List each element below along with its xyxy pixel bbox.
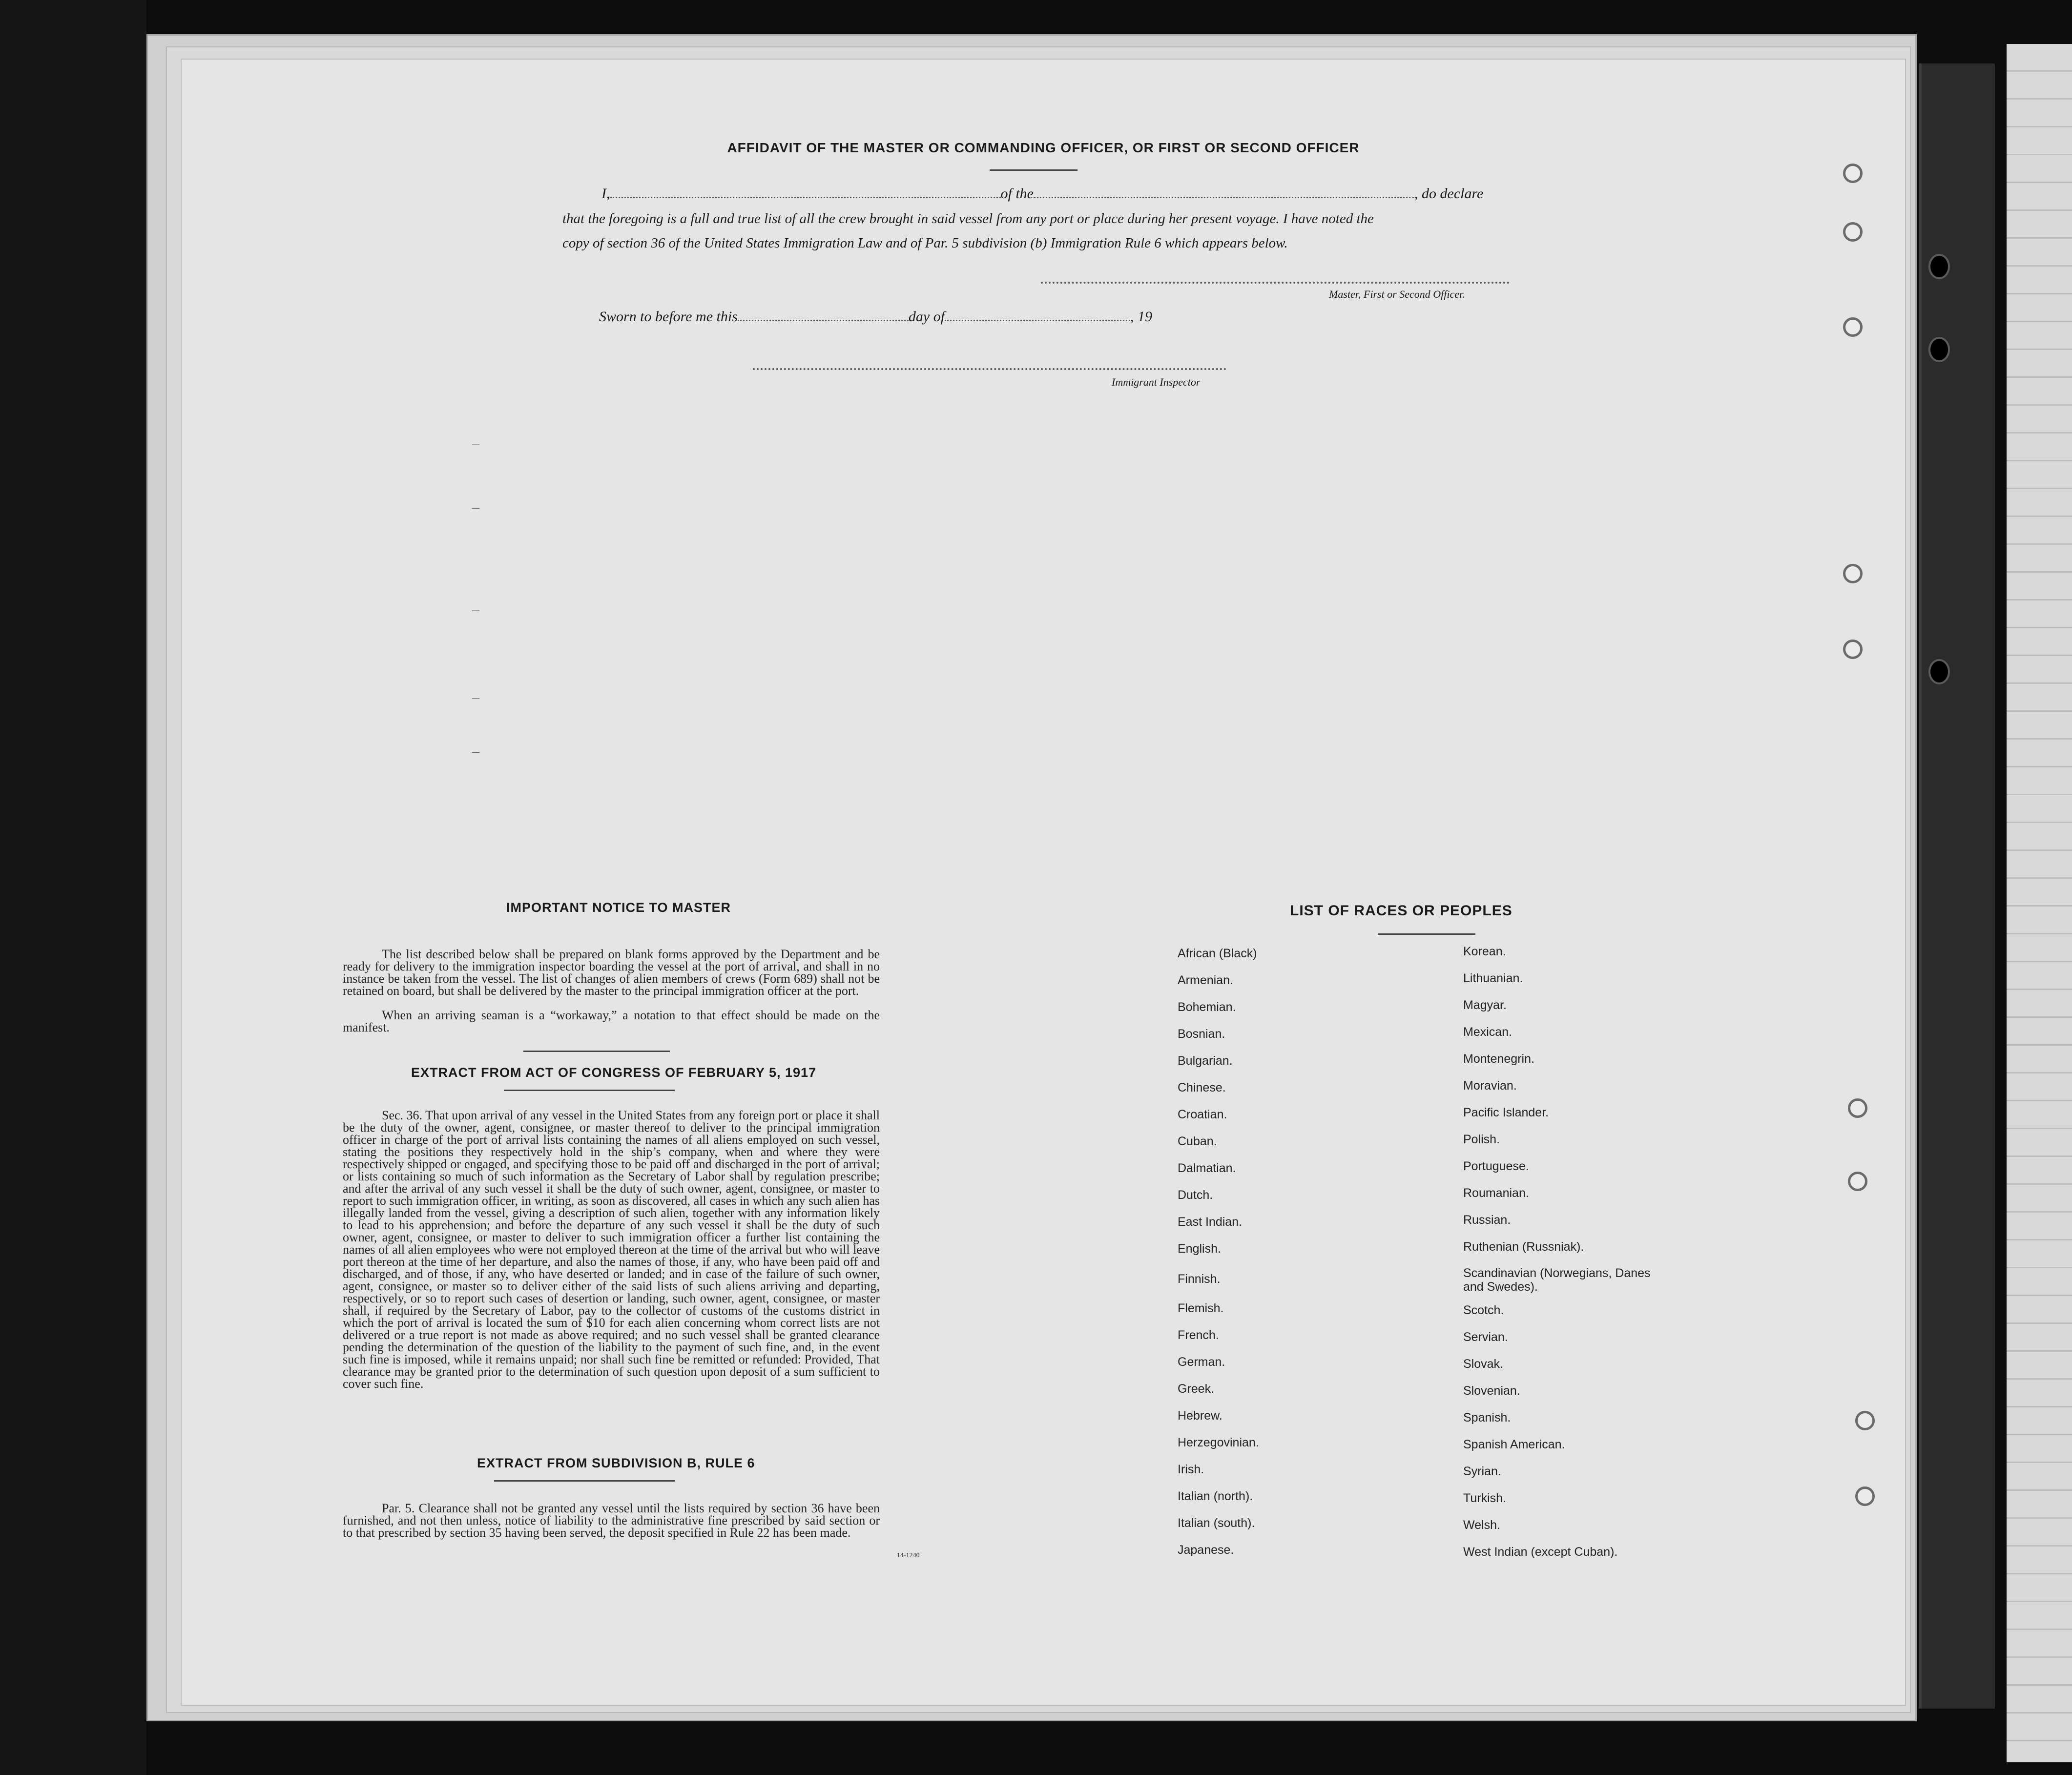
sworn-line <box>599 309 1152 325</box>
races-left-column <box>1178 946 1259 1569</box>
race-item: Bohemian. <box>1178 1000 1236 1014</box>
race-item: Polish. <box>1463 1133 1500 1146</box>
race-item: Greek. <box>1178 1382 1215 1396</box>
race-item: Cuban. <box>1178 1135 1217 1148</box>
dash-mark: – <box>472 743 479 759</box>
form-sheet <box>181 59 1906 1706</box>
race-item: Servian. <box>1463 1330 1508 1344</box>
sworn-month-field[interactable] <box>945 320 1130 321</box>
binder-hole <box>1928 254 1950 279</box>
race-item: Chinese. <box>1178 1081 1226 1094</box>
race-item: African (Black) <box>1178 947 1257 960</box>
vessel-field[interactable] <box>1034 197 1414 198</box>
race-item: Roumanian. <box>1463 1186 1529 1200</box>
affidavit-title: AFFIDAVIT OF THE MASTER OR COMMANDING OFFICER, OR FIRST OR SECOND OFFICER <box>727 140 1360 155</box>
race-item: Italian (south). <box>1178 1516 1255 1530</box>
race-item: Bosnian. <box>1178 1027 1225 1041</box>
dash-mark: – <box>472 601 479 618</box>
affidavit-declare: , do declare <box>1414 186 1484 202</box>
race-item: Magyar. <box>1463 998 1507 1012</box>
inspector-signature-line[interactable] <box>753 368 1226 370</box>
affidavit-of-the: of the <box>1000 186 1034 202</box>
punch-hole <box>1848 1098 1867 1118</box>
binder-hole <box>1928 337 1950 362</box>
affidavit-line3: copy of section 36 of the United States Immigration Law and of Par. 5 subdivision (b) Immigration Rule 6 which appears below. <box>562 235 1288 251</box>
race-item: Turkish. <box>1463 1491 1506 1505</box>
punch-hole <box>1855 1486 1875 1506</box>
race-item: Spanish American. <box>1463 1438 1565 1451</box>
sworn-day-of: day of <box>908 309 945 325</box>
form-number: 14-1240 <box>897 1552 920 1559</box>
background-left <box>0 0 146 1775</box>
inspector-label: Immigrant Inspector <box>1112 376 1201 388</box>
rule-extract-title: EXTRACT FROM SUBDIVISION B, RULE 6 <box>477 1456 755 1470</box>
binder-hole <box>1928 659 1950 684</box>
race-item: Syrian. <box>1463 1465 1501 1478</box>
race-item: Lithuanian. <box>1463 971 1523 985</box>
races-title: LIST OF RACES OR PEOPLES <box>1290 903 1513 919</box>
race-item: Portuguese. <box>1463 1159 1529 1173</box>
race-item: Bulgarian. <box>1178 1054 1233 1068</box>
race-item: French. <box>1178 1328 1219 1342</box>
race-item: Finnish. <box>1178 1272 1221 1286</box>
sworn-year: , 19 <box>1130 309 1153 325</box>
sworn-prefix: Sworn to before me this <box>599 309 738 325</box>
race-item: Pacific Islander. <box>1463 1106 1549 1119</box>
races-right-column <box>1463 944 1654 1571</box>
notice-title: IMPORTANT NOTICE TO MASTER <box>506 900 731 915</box>
notice-divider <box>523 1051 670 1052</box>
master-signature-line[interactable] <box>1041 282 1510 284</box>
act-extract-text: Sec. 36. That upon arrival of any vessel in the United States from any foreign port or place it shall be the duty of the owner, agent, consignee, or master thereof to deliver to the principal immigration officer in charge of the port of arrival lists containing the names of all aliens employed on such vessel, stating the positions they respectively hold in the ship’s company, when and where they were respectively shipped or engaged, and specifying those to be paid off and discharged in the port of arrival; or lists containing so much of such information as the Secretary of Labor shall by regulation prescribe; and after the arrival of any such vessel it shall be the duty of such owner, agent, consignee, or master to report to such immigration officer, in writing, as soon as discovered, all cases in which any such alien has illegally landed from the vessel, giving a description of such alien, together with any information likely to lead to his apprehension; and before the departure of any such vessel it shall be the duty of such owner, agent, consignee, or master to deliver to such immigration officer a further list containing the names of all alien employees who were not employed thereon at the time of the arrival but who will leave port thereon at the time of her departure, and also the names of those, if any, who have been paid off and discharged, and of those, if any, who have deserted or landed; and in case of the failure of such owner, agent, consignee, or master so to deliver either of the said lists of such aliens arriving and departing, respectively, or so to report such cases of desertion or landing, such owner, agent, consignee, or master shall, if required by the Secretary of Labor, pay to the collector of customs of the customs district in which the port of arrival is located the sum of $10 for each alien concerning whom correct lists are not delivered or a true report is not made as above required; and no such vessel shall be granted clearance pending the determination of the question of the liability to the payment of such fine, and, in the event such fine is imposed, while it remains unpaid; nor shall such fine be remitted or refunded: Provided, That clearance may be granted prior to the determination of such question upon deposit of a sum sufficient to cover such fine. <box>343 1108 880 1391</box>
race-item: East Indian. <box>1178 1215 1243 1229</box>
race-item: Dalmatian. <box>1178 1161 1236 1175</box>
race-item: English. <box>1178 1242 1221 1256</box>
punch-hole <box>1843 222 1863 242</box>
affidavit-line2: that the foregoing is a full and true list of all the crew brought in said vessel from any port or place during her present voyage. I have noted the <box>562 211 1374 227</box>
act-divider <box>504 1090 675 1091</box>
punch-hole <box>1855 1411 1875 1430</box>
race-item: Scotch. <box>1463 1303 1504 1317</box>
punch-hole <box>1843 564 1863 583</box>
punch-hole <box>1843 317 1863 337</box>
master-signature-label: Master, First or Second Officer. <box>1329 288 1465 300</box>
sworn-day-field[interactable] <box>738 320 909 321</box>
race-item: Spanish. <box>1463 1411 1511 1424</box>
race-item: Russian. <box>1463 1213 1511 1227</box>
race-item: German. <box>1178 1355 1225 1369</box>
underlying-ledger-page <box>2007 44 2072 1762</box>
race-item: Montenegrin. <box>1463 1052 1534 1066</box>
race-item: Slovak. <box>1463 1357 1503 1371</box>
act-extract-title: EXTRACT FROM ACT OF CONGRESS OF FEBRUARY 5, 1917 <box>411 1065 817 1080</box>
race-item: West Indian (except Cuban). <box>1463 1545 1618 1559</box>
dash-mark: – <box>472 499 479 515</box>
race-item: Herzegovinian. <box>1178 1436 1259 1449</box>
race-item: Moravian. <box>1463 1079 1517 1093</box>
name-field[interactable] <box>610 197 1001 198</box>
race-item: Flemish. <box>1178 1301 1224 1315</box>
race-item: Ruthenian (Russniak). <box>1463 1240 1584 1254</box>
notice-paragraph-2: When an arriving seaman is a “workaway,” a notation to that effect should be made on the manifest. <box>343 1008 880 1034</box>
race-item: Japanese. <box>1178 1543 1234 1557</box>
race-item: Armenian. <box>1178 973 1233 987</box>
race-item: Mexican. <box>1463 1025 1513 1039</box>
punch-hole <box>1843 164 1863 183</box>
race-item: Scandinavian (Norwegians, Danes and Swedes). <box>1463 1266 1651 1294</box>
affidavit-i: I, <box>601 186 610 202</box>
dash-mark: – <box>472 689 479 705</box>
binder-strip <box>1919 63 1995 1709</box>
race-item: Hebrew. <box>1178 1409 1222 1423</box>
affidavit-line1 <box>601 186 1483 202</box>
race-item: Slovenian. <box>1463 1384 1520 1398</box>
punch-hole <box>1848 1172 1867 1191</box>
notice-paragraph-1: The list described below shall be prepared on blank forms approved by the Department and be ready for delivery to the immigration inspector boarding the vessel at the port of arrival, and shall in no instance be taken from the vessel. The list of changes of alien members of crews (Form 689) shall not be retained on board, but shall be delivered by the master to the principal immigration officer at the port. <box>343 947 880 998</box>
race-item: Korean. <box>1463 945 1506 958</box>
rule-extract-text: Par. 5. Clearance shall not be granted any vessel until the lists required by section 36 have been furnished, and not then unless, notice of liability to the administrative fine prescribed by said section or to that prescribed by section 35 having been served, the deposit specified in Rule 22 has been made. <box>343 1501 880 1540</box>
title-divider <box>990 169 1077 171</box>
race-item: Welsh. <box>1463 1518 1500 1532</box>
race-item: Dutch. <box>1178 1188 1213 1202</box>
race-item: Irish. <box>1178 1463 1204 1476</box>
races-divider <box>1378 933 1475 935</box>
race-item: Croatian. <box>1178 1108 1227 1121</box>
dash-mark: – <box>472 435 479 452</box>
rule-divider <box>494 1480 675 1482</box>
punch-hole <box>1843 640 1863 659</box>
race-item: Italian (north). <box>1178 1489 1253 1503</box>
